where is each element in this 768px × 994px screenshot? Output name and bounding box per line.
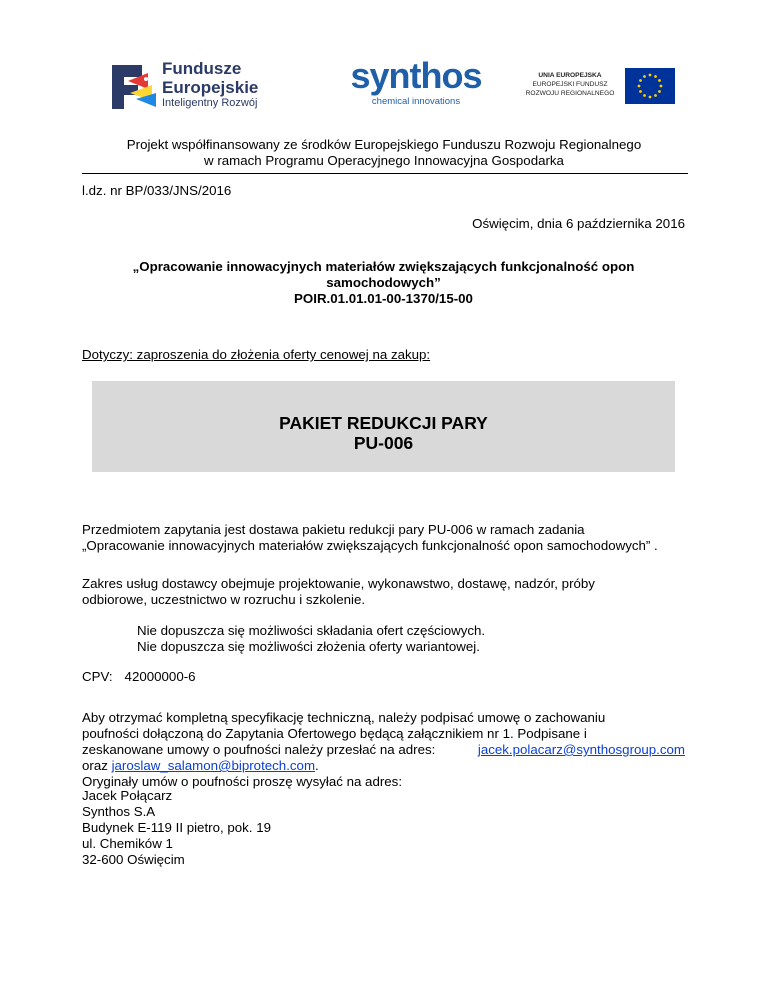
address-city: 32-600 Oświęcim bbox=[82, 852, 185, 867]
synthos-tagline: chemical innovations bbox=[371, 96, 461, 107]
services-line2: odbiorowe, uczestnictwo w rozruchu i szkolenie. bbox=[82, 592, 366, 607]
project-code: POIR.01.01.01-00-1370/15-00 bbox=[294, 291, 473, 306]
cofinancing-line1: Projekt współfinansowany ze środków Europejskiego Funduszu Rozwoju Regionalnego bbox=[126, 137, 642, 152]
address-company: Synthos S.A bbox=[82, 804, 156, 819]
scope-paragraph bbox=[82, 522, 685, 554]
services-paragraph bbox=[82, 576, 685, 608]
date-line: Oświęcim, dnia 6 października 2016 bbox=[472, 216, 685, 231]
services-line1: Zakres usług dostawcy obejmuje projektowanie, wykonawstwo, dostawę, nadzór, próby bbox=[82, 576, 595, 591]
address-street: ul. Chemików 1 bbox=[82, 836, 173, 851]
project-title-line1: „Opracowanie innowacyjnych materiałów zwiększających funkcjonalność opon bbox=[132, 259, 635, 274]
synthos-wordmark: synthos bbox=[350, 55, 482, 96]
mailing-address bbox=[82, 788, 271, 868]
condition-partial-offers: Nie dopuszcza się możliwości składania ofert częściowych. bbox=[137, 623, 486, 638]
fundusze-europejskie-emblem-icon bbox=[108, 55, 160, 113]
condition-variant-offers: Nie dopuszcza się możliwości złożenia oferty wariantowej. bbox=[137, 639, 480, 654]
package-code: PU-006 bbox=[353, 433, 414, 453]
synthos-logo bbox=[350, 55, 482, 112]
nda-line4-pre: oraz bbox=[82, 758, 108, 773]
nda-line1: Aby otrzymać kompletną specyfikację techniczną, należy podpisać umowę o zachowaniu bbox=[82, 710, 606, 725]
nda-line2: poufności dołączoną do Zapytania Ofertowego będącą załącznikiem nr 1. Podpisane i bbox=[82, 726, 587, 741]
cofinancing-line2: w ramach Programu Operacyjnego Innowacyjna Gospodarka bbox=[204, 153, 564, 168]
fe-line3: Inteligentny Rozwój bbox=[162, 97, 258, 109]
nda-line4-post: . bbox=[315, 758, 319, 773]
eu-line1: UNIA EUROPEJSKA bbox=[538, 72, 602, 79]
project-title-line2: samochodowych” bbox=[326, 275, 441, 290]
email-link-salamon[interactable]: jaroslaw_salamon@biprotech.com bbox=[111, 758, 316, 773]
cofinancing-note bbox=[90, 137, 678, 169]
eu-line3: ROZWOJU REGIONALNEGO bbox=[525, 89, 615, 97]
cpv-line bbox=[82, 669, 196, 685]
nda-line3-text: zeskanowane umowy o poufności należy przesłać na adres: bbox=[82, 742, 436, 757]
email-link-polacarz[interactable]: jacek.polacarz@synthosgroup.com bbox=[477, 742, 685, 757]
subject-line: Dotyczy: zaproszenia do złożenia oferty cenowej na zakup: bbox=[82, 347, 431, 362]
address-name: Jacek Połącarz bbox=[82, 788, 173, 803]
cpv-code: 42000000-6 bbox=[124, 669, 196, 684]
fundusze-europejskie-logo bbox=[108, 55, 278, 115]
nda-line4 bbox=[82, 758, 685, 774]
eu-flag-icon bbox=[625, 68, 675, 104]
originals-line: Oryginały umów o poufności proszę wysyłać na adres: bbox=[82, 774, 403, 789]
eu-line2: EUROPEJSKI FUNDUSZ bbox=[532, 80, 608, 88]
address-building: Budynek E-119 II pietro, pok. 19 bbox=[82, 820, 271, 835]
header-divider bbox=[82, 173, 688, 174]
nda-paragraph bbox=[82, 710, 685, 790]
nda-line3 bbox=[82, 742, 685, 758]
eu-logo bbox=[515, 68, 675, 106]
project-title bbox=[82, 259, 685, 307]
fe-line2: Europejskie bbox=[162, 78, 259, 97]
cpv-label: CPV: bbox=[82, 669, 113, 684]
package-name: PAKIET REDUKCJI PARY bbox=[279, 413, 488, 433]
package-box bbox=[92, 381, 675, 472]
reference-number: l.dz. nr BP/033/JNS/2016 bbox=[82, 183, 232, 198]
scope-line2: „Opracowanie innowacyjnych materiałów zwiększających funkcjonalność opon samochodowych” . bbox=[82, 538, 658, 553]
fe-line1: Fundusze bbox=[162, 59, 242, 78]
scope-line1: Przedmiotem zapytania jest dostawa pakietu redukcji pary PU-006 w ramach zadania bbox=[82, 522, 585, 537]
